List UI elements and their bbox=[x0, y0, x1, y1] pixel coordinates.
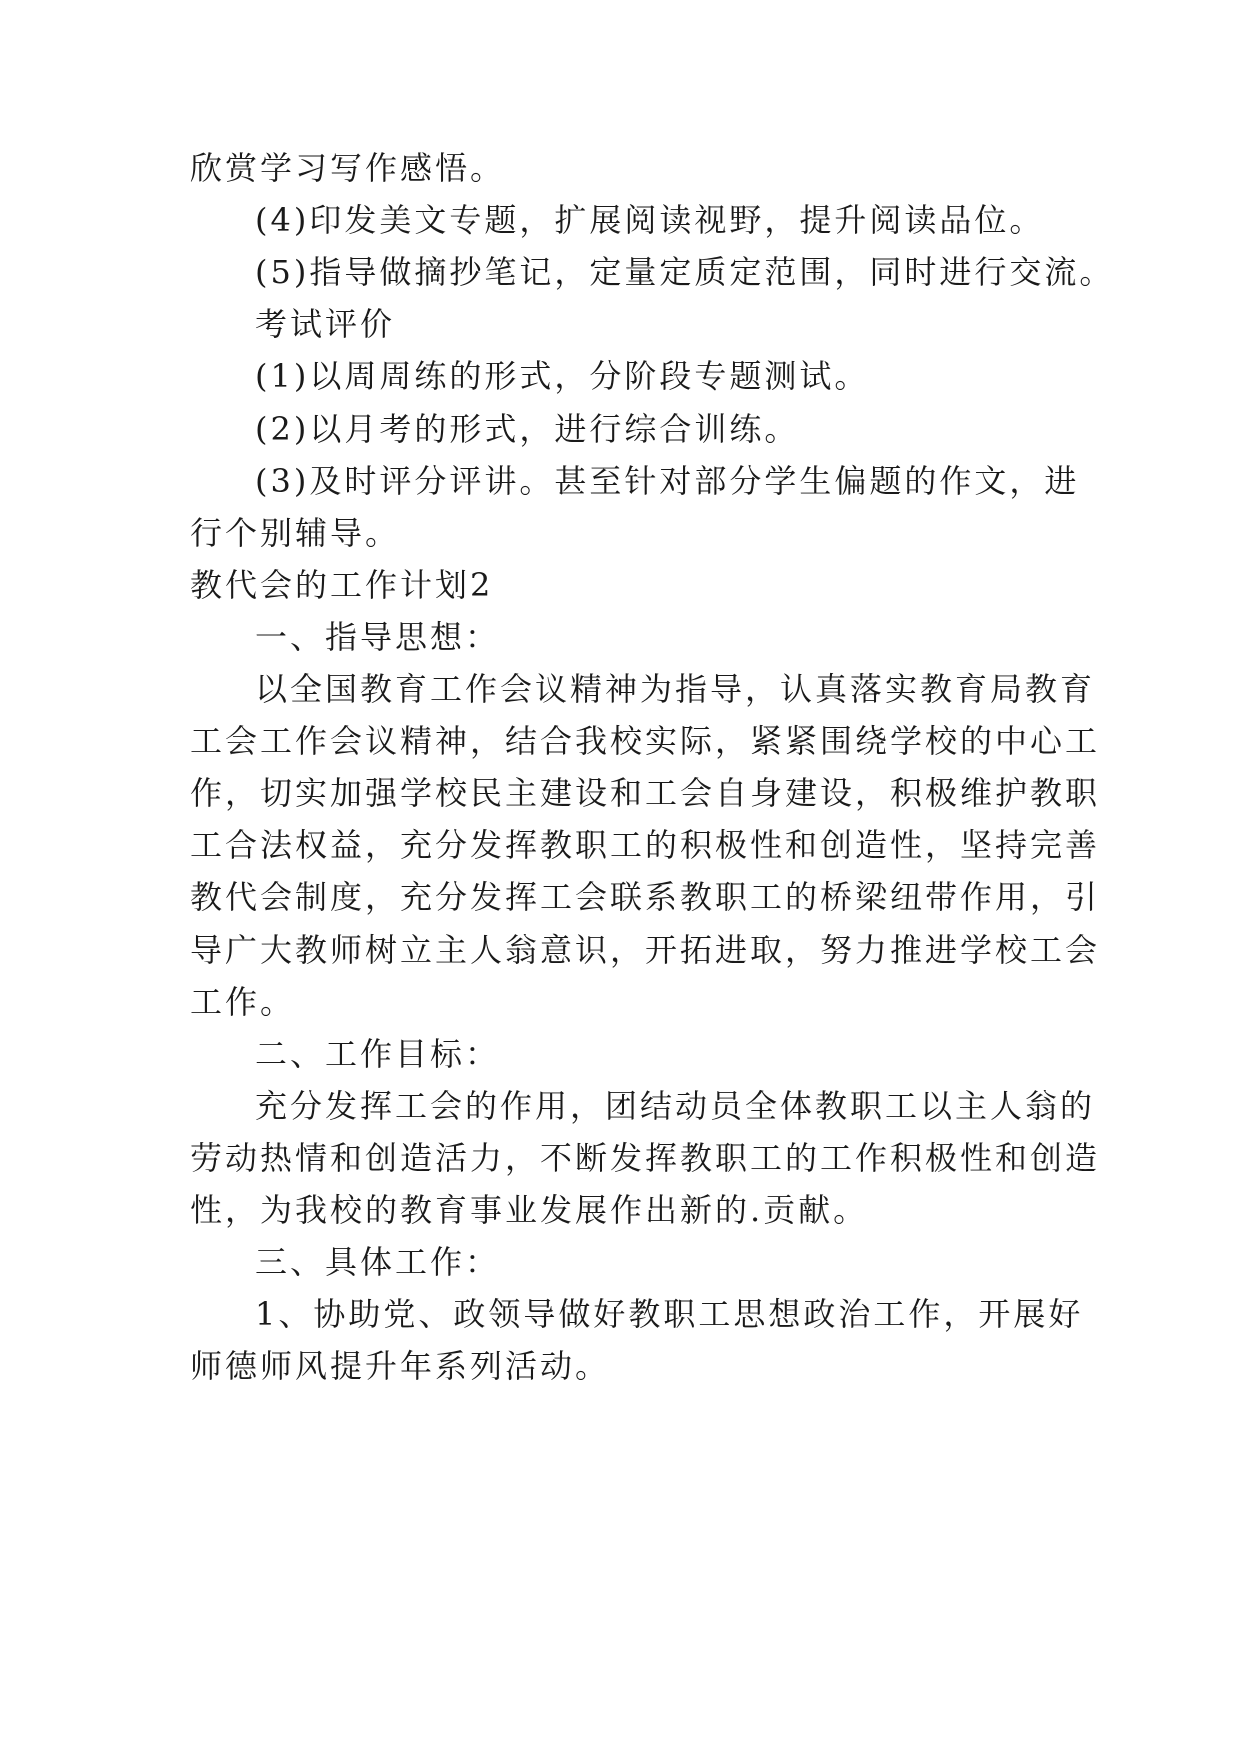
section-heading: 二、工作目标： bbox=[255, 1035, 501, 1073]
text-line: 工合法权益，充分发挥教职工的积极性和创造性，坚持完善 bbox=[190, 826, 1101, 864]
document-title: 教代会的工作计划2 bbox=[190, 566, 494, 604]
text-line: (1)以周周练的形式，分阶段专题测试。 bbox=[255, 357, 870, 395]
section-heading: 考试评价 bbox=[255, 305, 396, 343]
text-line: (5)指导做摘抄笔记，定量定质定范围，同时进行交流。 bbox=[255, 253, 1115, 291]
text-line: 工作。 bbox=[190, 983, 296, 1021]
section-heading: 一、指导思想： bbox=[255, 618, 501, 656]
text-line: 劳动热情和创造活力，不断发挥教职工的工作积极性和创造 bbox=[190, 1139, 1101, 1177]
text-line: (3)及时评分评讲。甚至针对部分学生偏题的作文，进 bbox=[255, 462, 1080, 500]
text-line: 工会工作会议精神，结合我校实际，紧紧围绕学校的中心工 bbox=[190, 722, 1101, 760]
text-line: 以全国教育工作会议精神为指导，认真落实教育局教育 bbox=[255, 670, 1096, 708]
text-line: 性，为我校的教育事业发展作出新的.贡献。 bbox=[190, 1191, 869, 1229]
text-line: (4)印发美文专题，扩展阅读视野，提升阅读品位。 bbox=[255, 201, 1045, 239]
text-line: 充分发挥工会的作用，团结动员全体教职工以主人翁的 bbox=[255, 1087, 1096, 1125]
text-line: 行个别辅导。 bbox=[190, 514, 401, 552]
text-line: 导广大教师树立主人翁意识，开拓进取，努力推进学校工会 bbox=[190, 931, 1101, 969]
text-line: 作，切实加强学校民主建设和工会自身建设，积极维护教职 bbox=[190, 774, 1101, 812]
text-line: 1、协助党、政领导做好教职工思想政治工作，开展好 bbox=[255, 1295, 1084, 1333]
text-line: 师德师风提升年系列活动。 bbox=[190, 1347, 611, 1385]
text-line: 教代会制度，充分发挥工会联系教职工的桥梁纽带作用，引 bbox=[190, 878, 1101, 916]
text-line: 欣赏学习写作感悟。 bbox=[190, 149, 506, 187]
text-line: (2)以月考的形式，进行综合训练。 bbox=[255, 410, 800, 448]
section-heading: 三、具体工作： bbox=[255, 1243, 501, 1281]
